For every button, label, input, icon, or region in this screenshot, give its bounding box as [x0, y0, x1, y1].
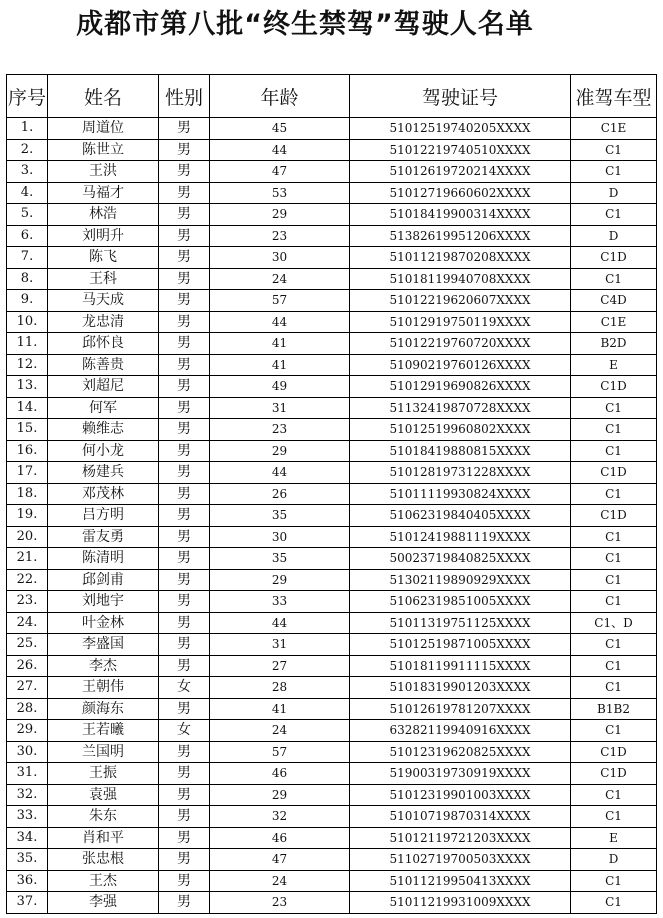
driver-name: 张忠根 — [48, 849, 159, 871]
license-number: 51018119940708XXXX — [350, 268, 571, 290]
driver-age: 41 — [210, 354, 350, 376]
driver-age: 44 — [210, 139, 350, 161]
row-index: 5. — [7, 204, 48, 226]
driver-gender: 男 — [159, 139, 210, 161]
table-header-row — [7, 75, 657, 118]
license-number: 51012319620825XXXX — [350, 741, 571, 763]
driver-name: 王朝伟 — [48, 677, 159, 699]
table-row — [7, 763, 657, 785]
table-row — [7, 677, 657, 699]
vehicle-class: C1D — [571, 763, 657, 785]
row-index: 37. — [7, 892, 48, 914]
driver-name: 林浩 — [48, 204, 159, 226]
license-number: 51011219950413XXXX — [350, 870, 571, 892]
driver-gender: 男 — [159, 354, 210, 376]
row-index: 29. — [7, 720, 48, 742]
driver-age: 31 — [210, 634, 350, 656]
driver-gender: 男 — [159, 634, 210, 656]
table-row — [7, 247, 657, 269]
vehicle-class: C1 — [571, 655, 657, 677]
license-number: 51012619781207XXXX — [350, 698, 571, 720]
license-number: 51382619951206XXXX — [350, 225, 571, 247]
table-row — [7, 720, 657, 742]
license-number: 51011319751125XXXX — [350, 612, 571, 634]
license-number: 51012519960802XXXX — [350, 419, 571, 441]
driver-gender: 女 — [159, 677, 210, 699]
vehicle-class: C1、D — [571, 612, 657, 634]
driver-gender: 男 — [159, 440, 210, 462]
driver-name: 赖维志 — [48, 419, 159, 441]
driver-gender: 男 — [159, 784, 210, 806]
row-index: 34. — [7, 827, 48, 849]
vehicle-class: C1 — [571, 483, 657, 505]
vehicle-class: C1D — [571, 505, 657, 527]
driver-age: 23 — [210, 419, 350, 441]
driver-name: 李杰 — [48, 655, 159, 677]
driver-list-table — [6, 74, 657, 914]
driver-name: 马天成 — [48, 290, 159, 312]
vehicle-class: C1 — [571, 569, 657, 591]
driver-gender: 男 — [159, 225, 210, 247]
table-row — [7, 698, 657, 720]
driver-name: 雷友勇 — [48, 526, 159, 548]
table-row — [7, 161, 657, 183]
table-row — [7, 397, 657, 419]
driver-gender: 男 — [159, 548, 210, 570]
row-index: 8. — [7, 268, 48, 290]
row-index: 35. — [7, 849, 48, 871]
driver-gender: 男 — [159, 849, 210, 871]
license-number: 51900319730919XXXX — [350, 763, 571, 785]
driver-gender: 男 — [159, 311, 210, 333]
vehicle-class: C1 — [571, 419, 657, 441]
driver-gender: 男 — [159, 612, 210, 634]
table-row — [7, 118, 657, 140]
driver-age: 29 — [210, 569, 350, 591]
row-index: 16. — [7, 440, 48, 462]
driver-gender: 男 — [159, 376, 210, 398]
row-index: 4. — [7, 182, 48, 204]
driver-gender: 男 — [159, 483, 210, 505]
row-index: 21. — [7, 548, 48, 570]
license-number: 51012819731228XXXX — [350, 462, 571, 484]
vehicle-class: C1 — [571, 806, 657, 828]
driver-gender: 男 — [159, 591, 210, 613]
table-row — [7, 462, 657, 484]
table-row — [7, 806, 657, 828]
driver-name: 马福才 — [48, 182, 159, 204]
vehicle-class: C1 — [571, 440, 657, 462]
license-number: 51018419900314XXXX — [350, 204, 571, 226]
row-index: 3. — [7, 161, 48, 183]
table-row — [7, 526, 657, 548]
driver-name: 肖和平 — [48, 827, 159, 849]
table-row — [7, 870, 657, 892]
driver-age: 26 — [210, 483, 350, 505]
driver-name: 颜海东 — [48, 698, 159, 720]
license-number: 51012619720214XXXX — [350, 161, 571, 183]
driver-name: 兰国明 — [48, 741, 159, 763]
driver-age: 29 — [210, 784, 350, 806]
driver-name: 叶金林 — [48, 612, 159, 634]
vehicle-class: C1E — [571, 311, 657, 333]
driver-age: 35 — [210, 548, 350, 570]
vehicle-class: D — [571, 182, 657, 204]
row-index: 15. — [7, 419, 48, 441]
table-row — [7, 225, 657, 247]
driver-name: 何军 — [48, 397, 159, 419]
row-index: 11. — [7, 333, 48, 355]
driver-age: 49 — [210, 376, 350, 398]
driver-name: 陈飞 — [48, 247, 159, 269]
license-number: 51012119721203XXXX — [350, 827, 571, 849]
driver-gender: 女 — [159, 720, 210, 742]
table-row — [7, 569, 657, 591]
table-row — [7, 827, 657, 849]
vehicle-class: C1D — [571, 462, 657, 484]
vehicle-class: C1 — [571, 161, 657, 183]
license-number: 51012919690826XXXX — [350, 376, 571, 398]
license-number: 51012919750119XXXX — [350, 311, 571, 333]
driver-gender: 男 — [159, 290, 210, 312]
driver-age: 44 — [210, 462, 350, 484]
driver-age: 57 — [210, 741, 350, 763]
license-number: 51062319851005XXXX — [350, 591, 571, 613]
vehicle-class: C1 — [571, 591, 657, 613]
row-index: 23. — [7, 591, 48, 613]
row-index: 25. — [7, 634, 48, 656]
header-license-number: 驾驶证号 — [350, 75, 571, 118]
row-index: 14. — [7, 397, 48, 419]
vehicle-class: C1 — [571, 784, 657, 806]
driver-gender: 男 — [159, 204, 210, 226]
vehicle-class: C1 — [571, 892, 657, 914]
driver-gender: 男 — [159, 569, 210, 591]
vehicle-class: B2D — [571, 333, 657, 355]
license-number: 51102719700503XXXX — [350, 849, 571, 871]
driver-name: 邱怀良 — [48, 333, 159, 355]
license-number: 51012419881119XXXX — [350, 526, 571, 548]
row-index: 2. — [7, 139, 48, 161]
row-index: 1. — [7, 118, 48, 140]
table-row — [7, 290, 657, 312]
table-row — [7, 182, 657, 204]
vehicle-class: E — [571, 827, 657, 849]
table-row — [7, 483, 657, 505]
driver-gender: 男 — [159, 397, 210, 419]
table-row — [7, 268, 657, 290]
driver-name: 刘地宇 — [48, 591, 159, 613]
driver-gender: 男 — [159, 526, 210, 548]
license-number: 51011119930824XXXX — [350, 483, 571, 505]
driver-age: 29 — [210, 440, 350, 462]
driver-gender: 男 — [159, 741, 210, 763]
driver-age: 46 — [210, 763, 350, 785]
row-index: 32. — [7, 784, 48, 806]
vehicle-class: C1 — [571, 548, 657, 570]
driver-name: 王振 — [48, 763, 159, 785]
table-row — [7, 741, 657, 763]
license-number: 51018119911115XXXX — [350, 655, 571, 677]
driver-name: 龙忠清 — [48, 311, 159, 333]
driver-name: 王洪 — [48, 161, 159, 183]
header-gender: 性别 — [159, 75, 210, 118]
vehicle-class: E — [571, 354, 657, 376]
table-row — [7, 505, 657, 527]
license-number: 51090219760126XXXX — [350, 354, 571, 376]
driver-name: 王若曦 — [48, 720, 159, 742]
driver-name: 袁强 — [48, 784, 159, 806]
table-row — [7, 376, 657, 398]
vehicle-class: C1 — [571, 634, 657, 656]
vehicle-class: C1D — [571, 741, 657, 763]
license-number: 51010719870314XXXX — [350, 806, 571, 828]
driver-age: 30 — [210, 526, 350, 548]
driver-gender: 男 — [159, 698, 210, 720]
row-index: 9. — [7, 290, 48, 312]
vehicle-class: D — [571, 849, 657, 871]
row-index: 20. — [7, 526, 48, 548]
driver-name: 杨建兵 — [48, 462, 159, 484]
vehicle-class: C1E — [571, 118, 657, 140]
row-index: 19. — [7, 505, 48, 527]
driver-age: 24 — [210, 870, 350, 892]
driver-name: 李强 — [48, 892, 159, 914]
table-row — [7, 634, 657, 656]
table-row — [7, 204, 657, 226]
license-number: 51011219870208XXXX — [350, 247, 571, 269]
header-index: 序号 — [7, 75, 48, 118]
table-row — [7, 612, 657, 634]
driver-gender: 男 — [159, 268, 210, 290]
driver-gender: 男 — [159, 333, 210, 355]
driver-gender: 男 — [159, 182, 210, 204]
table-row — [7, 784, 657, 806]
table-row — [7, 892, 657, 914]
driver-age: 46 — [210, 827, 350, 849]
table-row — [7, 333, 657, 355]
row-index: 13. — [7, 376, 48, 398]
license-number: 51018419880815XXXX — [350, 440, 571, 462]
driver-name: 邓茂林 — [48, 483, 159, 505]
driver-name: 陈世立 — [48, 139, 159, 161]
driver-gender: 男 — [159, 419, 210, 441]
row-index: 7. — [7, 247, 48, 269]
row-index: 17. — [7, 462, 48, 484]
table-row — [7, 440, 657, 462]
driver-name: 邱剑甫 — [48, 569, 159, 591]
driver-gender: 男 — [159, 161, 210, 183]
driver-age: 47 — [210, 161, 350, 183]
driver-name: 王科 — [48, 268, 159, 290]
license-number: 51012319901003XXXX — [350, 784, 571, 806]
row-index: 18. — [7, 483, 48, 505]
driver-age: 47 — [210, 849, 350, 871]
driver-name: 陈清明 — [48, 548, 159, 570]
vehicle-class: C1 — [571, 397, 657, 419]
vehicle-class: B1B2 — [571, 698, 657, 720]
table-row — [7, 139, 657, 161]
row-index: 27. — [7, 677, 48, 699]
driver-age: 35 — [210, 505, 350, 527]
header-name: 姓名 — [48, 75, 159, 118]
vehicle-class: D — [571, 225, 657, 247]
vehicle-class: C1 — [571, 139, 657, 161]
driver-gender: 男 — [159, 118, 210, 140]
row-index: 24. — [7, 612, 48, 634]
row-index: 12. — [7, 354, 48, 376]
driver-age: 44 — [210, 311, 350, 333]
license-number: 50023719840825XXXX — [350, 548, 571, 570]
license-number: 51012219760720XXXX — [350, 333, 571, 355]
driver-age: 53 — [210, 182, 350, 204]
driver-age: 57 — [210, 290, 350, 312]
driver-gender: 男 — [159, 763, 210, 785]
vehicle-class: C1D — [571, 376, 657, 398]
driver-age: 24 — [210, 268, 350, 290]
table-row — [7, 354, 657, 376]
row-index: 22. — [7, 569, 48, 591]
driver-age: 45 — [210, 118, 350, 140]
driver-gender: 男 — [159, 505, 210, 527]
license-number: 51012519740205XXXX — [350, 118, 571, 140]
vehicle-class: C1 — [571, 720, 657, 742]
driver-gender: 男 — [159, 655, 210, 677]
table-row — [7, 419, 657, 441]
vehicle-class: C4D — [571, 290, 657, 312]
driver-gender: 男 — [159, 247, 210, 269]
driver-age: 44 — [210, 612, 350, 634]
table-row — [7, 311, 657, 333]
header-age: 年龄 — [210, 75, 350, 118]
license-number: 63282119940916XXXX — [350, 720, 571, 742]
license-number: 51012519871005XXXX — [350, 634, 571, 656]
driver-age: 33 — [210, 591, 350, 613]
vehicle-class: C1 — [571, 204, 657, 226]
license-number: 51018319901203XXXX — [350, 677, 571, 699]
table-row — [7, 548, 657, 570]
driver-gender: 男 — [159, 892, 210, 914]
table-row — [7, 591, 657, 613]
driver-gender: 男 — [159, 806, 210, 828]
vehicle-class: C1 — [571, 677, 657, 699]
row-index: 31. — [7, 763, 48, 785]
driver-age: 29 — [210, 204, 350, 226]
driver-name: 刘明升 — [48, 225, 159, 247]
license-number: 51012719660602XXXX — [350, 182, 571, 204]
driver-name: 王杰 — [48, 870, 159, 892]
vehicle-class: C1D — [571, 247, 657, 269]
driver-age: 27 — [210, 655, 350, 677]
vehicle-class: C1 — [571, 268, 657, 290]
driver-age: 41 — [210, 698, 350, 720]
driver-age: 24 — [210, 720, 350, 742]
vehicle-class: C1 — [571, 526, 657, 548]
license-number: 51132419870728XXXX — [350, 397, 571, 419]
driver-name: 朱东 — [48, 806, 159, 828]
vehicle-class: C1 — [571, 870, 657, 892]
license-number: 51012219740510XXXX — [350, 139, 571, 161]
driver-name: 吕方明 — [48, 505, 159, 527]
header-vehicle-class: 准驾车型 — [571, 75, 657, 118]
row-index: 6. — [7, 225, 48, 247]
page-title: 成都市第八批“终生禁驾”驾驶人名单 — [76, 9, 534, 40]
driver-age: 28 — [210, 677, 350, 699]
row-index: 10. — [7, 311, 48, 333]
driver-age: 23 — [210, 892, 350, 914]
license-number: 51011219931009XXXX — [350, 892, 571, 914]
driver-name: 刘超尼 — [48, 376, 159, 398]
license-number: 51062319840405XXXX — [350, 505, 571, 527]
driver-age: 41 — [210, 333, 350, 355]
row-index: 30. — [7, 741, 48, 763]
table-body — [7, 118, 657, 914]
driver-gender: 男 — [159, 870, 210, 892]
driver-gender: 男 — [159, 827, 210, 849]
driver-name: 何小龙 — [48, 440, 159, 462]
table-row — [7, 655, 657, 677]
driver-name: 周道位 — [48, 118, 159, 140]
license-number: 51302119890929XXXX — [350, 569, 571, 591]
driver-age: 32 — [210, 806, 350, 828]
row-index: 26. — [7, 655, 48, 677]
row-index: 33. — [7, 806, 48, 828]
driver-name: 陈善贵 — [48, 354, 159, 376]
row-index: 36. — [7, 870, 48, 892]
row-index: 28. — [7, 698, 48, 720]
driver-age: 23 — [210, 225, 350, 247]
driver-gender: 男 — [159, 462, 210, 484]
driver-age: 31 — [210, 397, 350, 419]
driver-name: 李盛国 — [48, 634, 159, 656]
driver-age: 30 — [210, 247, 350, 269]
table-row — [7, 849, 657, 871]
license-number: 51012219620607XXXX — [350, 290, 571, 312]
